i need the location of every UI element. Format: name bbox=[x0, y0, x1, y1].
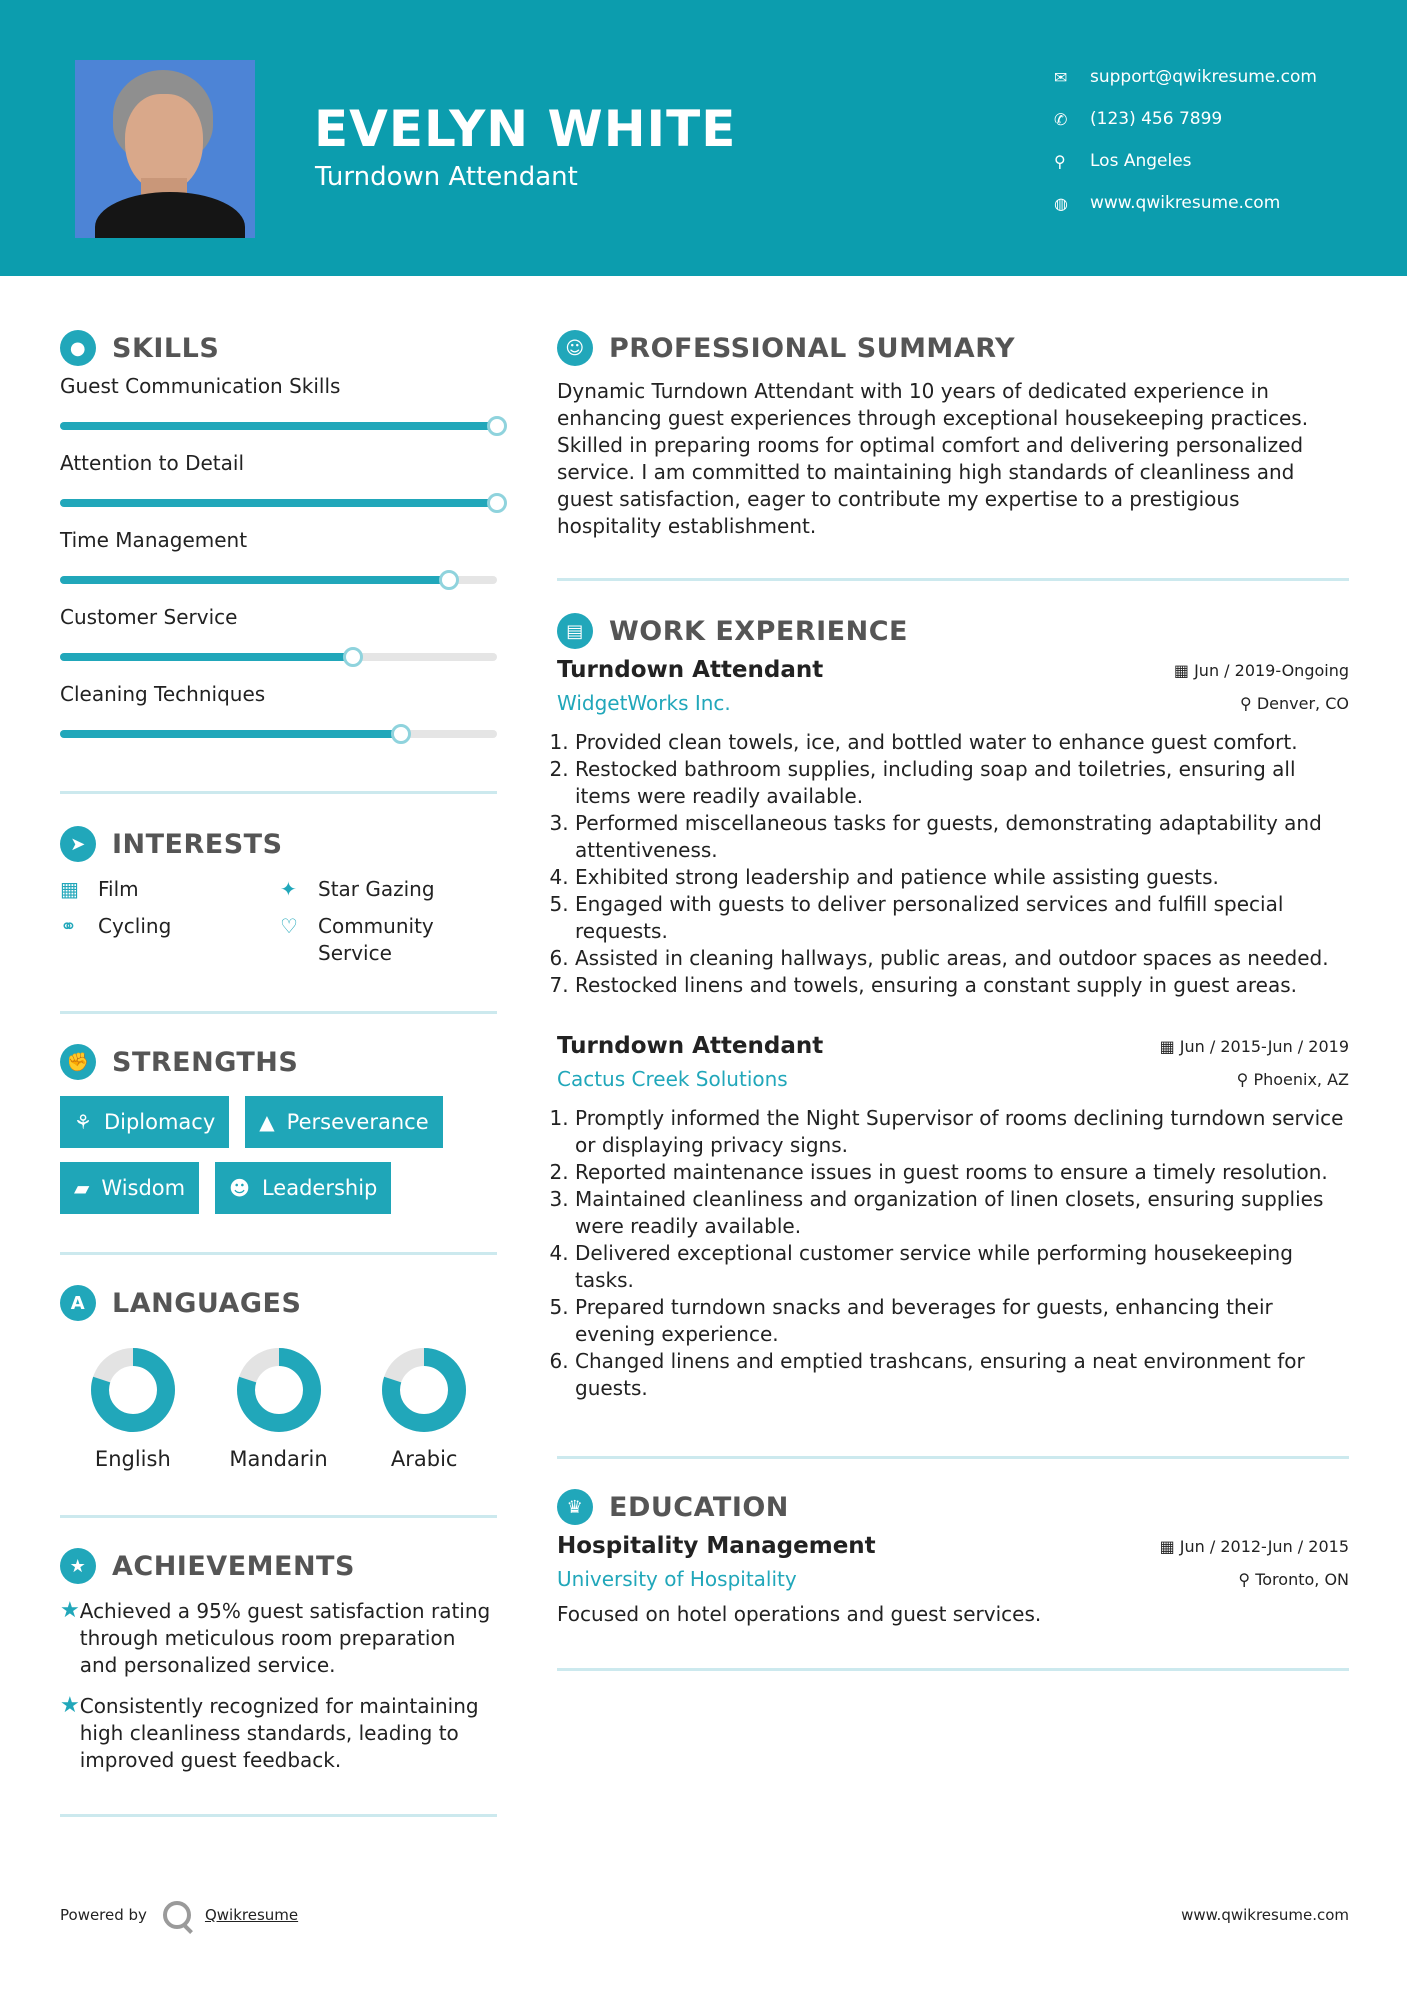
calendar-icon: ▦ bbox=[1159, 1036, 1180, 1056]
section-divider bbox=[557, 1668, 1349, 1671]
candidate-name: EVELYN WHITE bbox=[314, 100, 737, 158]
candidate-role: Turndown Attendant bbox=[315, 162, 578, 192]
strength-tag: ▰ Wisdom bbox=[60, 1162, 199, 1214]
job-entry bbox=[557, 657, 1349, 999]
list-item: 2. Restocked bathroom supplies, including soap and toiletries, ensuring all items were readily available. bbox=[575, 756, 1349, 810]
user-icon: ☺ bbox=[557, 330, 593, 366]
strength-tag: ▲ Perseverance bbox=[245, 1096, 442, 1148]
telescope-icon: ✦ bbox=[280, 877, 297, 901]
left-column bbox=[60, 276, 497, 1817]
interest-item: ✦ Star Gazing bbox=[280, 877, 435, 901]
interests-heading: ➤ INTERESTS bbox=[60, 824, 497, 864]
skill-bar bbox=[60, 653, 497, 661]
calendar-icon: ▦ bbox=[1173, 660, 1195, 680]
list-item: 5. Prepared turndown snacks and beverages for guests, enhancing their evening experience. bbox=[575, 1294, 1349, 1348]
qwikresume-logo-icon bbox=[163, 1901, 191, 1929]
strength-tag: ⚘ Diplomacy bbox=[60, 1096, 229, 1148]
job-title: Turndown Attendant bbox=[557, 1033, 824, 1059]
handshake-icon: ♡ bbox=[280, 914, 298, 938]
interest-item: ▦ Film bbox=[60, 877, 139, 901]
star-icon: ★ bbox=[60, 1693, 80, 1718]
education-description: Focused on hotel operations and guest services. bbox=[557, 1602, 1042, 1626]
list-item: 1. Provided clean towels, ice, and bottled water to enhance guest comfort. bbox=[575, 729, 1349, 756]
contact-location-text: Los Angeles bbox=[1090, 151, 1192, 171]
skill-bar-knob bbox=[487, 416, 507, 436]
list-item: 3. Performed miscellaneous tasks for guests, demonstrating adaptability and attentiveness. bbox=[575, 810, 1349, 864]
skill-bar-knob bbox=[343, 647, 363, 667]
job-duties bbox=[557, 1105, 1349, 1402]
map-pin-icon: ⚲ bbox=[1054, 151, 1066, 171]
list-item: 4. Delivered exceptional customer service while performing housekeeping tasks. bbox=[575, 1240, 1349, 1294]
experience-heading: ▤ WORK EXPERIENCE bbox=[557, 611, 1349, 651]
resume-header bbox=[0, 0, 1407, 276]
skill-bar-knob bbox=[439, 570, 459, 590]
skill-label: Guest Communication Skills bbox=[60, 374, 341, 398]
interest-item: ⚭ Cycling bbox=[60, 914, 172, 938]
envelope-icon: ✉ bbox=[1054, 67, 1068, 87]
list-item: 6. Changed linens and emptied trashcans, ensuring a neat environment for guests. bbox=[575, 1348, 1349, 1402]
education-entry bbox=[557, 1533, 1349, 1628]
skills-list bbox=[60, 370, 497, 755]
achievement-item: ★ Consistently recognized for maintaining high cleanliness standards, leading to improved guest feedback. bbox=[60, 1693, 479, 1772]
section-divider bbox=[60, 1814, 497, 1817]
strengths-list bbox=[60, 1096, 497, 1214]
pin-icon: ⚲ bbox=[1236, 1069, 1254, 1089]
job-location: ⚲ Denver, CO bbox=[1240, 693, 1349, 713]
job-entry bbox=[557, 1033, 1349, 1402]
contact-phone-text: (123) 456 7899 bbox=[1090, 109, 1223, 129]
handshake-icon: ⚘ bbox=[74, 1110, 92, 1134]
film-icon: ▦ bbox=[60, 877, 79, 901]
contact-website-text: www.qwikresume.com bbox=[1090, 193, 1281, 213]
users-icon: ☻ bbox=[229, 1176, 250, 1200]
interests-list bbox=[60, 876, 497, 967]
book-icon: ▰ bbox=[74, 1176, 90, 1200]
list-item: 2. Reported maintenance issues in guest rooms to ensure a timely resolution. bbox=[575, 1159, 1349, 1186]
page-footer bbox=[60, 1897, 1349, 1933]
skill-bar-knob bbox=[391, 724, 411, 744]
degree-title: Hospitality Management bbox=[557, 1533, 876, 1559]
graduation-icon: ♛ bbox=[557, 1489, 593, 1525]
phone-icon: ✆ bbox=[1054, 109, 1068, 129]
contact-list bbox=[1054, 56, 1317, 224]
job-location: ⚲ Phoenix, AZ bbox=[1236, 1069, 1349, 1089]
contact-location bbox=[1054, 140, 1317, 182]
language-item bbox=[60, 1345, 206, 1471]
strengths-heading: ✊ STRENGTHS bbox=[60, 1042, 497, 1082]
skill-bar bbox=[60, 730, 497, 738]
job-date: ▦ Jun / 2015-Jun / 2019 bbox=[1159, 1036, 1349, 1056]
skill-label: Cleaning Techniques bbox=[60, 682, 266, 706]
language-donut bbox=[379, 1345, 469, 1435]
lightbulb-icon: ● bbox=[60, 330, 96, 366]
powered-by: Powered by Qwikresume bbox=[60, 1901, 298, 1929]
skill-bar-fill bbox=[60, 576, 449, 584]
list-item: 4. Exhibited strong leadership and patience while assisting guests. bbox=[575, 864, 1349, 891]
star-badge-icon: ★ bbox=[60, 1548, 96, 1584]
skill-bar bbox=[60, 422, 497, 430]
skill-bar bbox=[60, 499, 497, 507]
profile-photo bbox=[75, 60, 255, 238]
language-icon: A bbox=[60, 1285, 96, 1321]
briefcase-icon: ▤ bbox=[557, 613, 593, 649]
list-item: 1. Promptly informed the Night Supervisor of rooms declining turndown service or displaying privacy signs. bbox=[575, 1105, 1349, 1159]
list-item: 3. Maintained cleanliness and organization of linen closets, ensuring supplies were readily available. bbox=[575, 1186, 1349, 1240]
right-column bbox=[557, 276, 1349, 1671]
skill-item bbox=[60, 370, 497, 447]
contact-phone[interactable] bbox=[1054, 98, 1317, 140]
skill-bar-fill bbox=[60, 499, 497, 507]
bicycle-icon: ⚭ bbox=[60, 914, 77, 938]
calendar-icon: ▦ bbox=[1159, 1536, 1180, 1556]
brand-link[interactable]: Qwikresume bbox=[204, 1906, 299, 1924]
list-item: 7. Restocked linens and towels, ensuring a constant supply in guest areas. bbox=[575, 972, 1349, 999]
skill-item bbox=[60, 447, 497, 524]
school-name: University of Hospitality bbox=[557, 1567, 797, 1591]
language-name: Mandarin bbox=[229, 1447, 328, 1471]
summary-heading: ☺ PROFESSIONAL SUMMARY bbox=[557, 328, 1349, 368]
strength-tag: ☻ Leadership bbox=[215, 1162, 391, 1214]
language-item bbox=[206, 1345, 352, 1471]
footer-website[interactable]: www.qwikresume.com bbox=[1181, 1906, 1349, 1924]
language-name: English bbox=[94, 1447, 171, 1471]
skill-bar-knob bbox=[487, 493, 507, 513]
achievement-item: ★ Achieved a 95% guest satisfaction rating through meticulous room preparation and personalized service. bbox=[60, 1598, 491, 1677]
summary-text: Dynamic Turndown Attendant with 10 years of dedicated experience in enhancing guest experiences through exceptional housekeeping practices. Skilled in preparing rooms for optimal comfort and delivering personalized service. I am committed to maintaining high standards of cleanliness and guest satisfaction, eager to contribute my expertise to a prestigious hospitality establishment. bbox=[557, 379, 1309, 538]
skill-label: Attention to Detail bbox=[60, 451, 245, 475]
job-company: WidgetWorks Inc. bbox=[557, 691, 731, 715]
list-item: 5. Engaged with guests to deliver personalized services and fulfill special requests. bbox=[575, 891, 1349, 945]
achievements-heading: ★ ACHIEVEMENTS bbox=[60, 1546, 497, 1586]
language-donut bbox=[234, 1345, 324, 1435]
contact-email-text: support@qwikresume.com bbox=[1090, 67, 1317, 87]
skill-bar-fill bbox=[60, 422, 497, 430]
mountain-icon: ▲ bbox=[259, 1110, 275, 1134]
language-donut bbox=[88, 1345, 178, 1435]
skill-bar bbox=[60, 576, 497, 584]
skills-heading: ● SKILLS bbox=[60, 328, 497, 368]
star-icon: ★ bbox=[60, 1598, 80, 1623]
achievements-list bbox=[60, 1598, 497, 1774]
list-item: 6. Assisted in cleaning hallways, public areas, and outdoor spaces as needed. bbox=[575, 945, 1349, 972]
interest-item: ♡ Community Service bbox=[280, 914, 434, 965]
education-heading: ♛ EDUCATION bbox=[557, 1487, 1349, 1527]
globe-icon: ◍ bbox=[1054, 193, 1068, 213]
skill-bar-fill bbox=[60, 653, 353, 661]
education-date: ▦ Jun / 2012-Jun / 2015 bbox=[1159, 1536, 1349, 1556]
skill-item bbox=[60, 601, 497, 678]
skill-item bbox=[60, 678, 497, 755]
skill-bar-fill bbox=[60, 730, 401, 738]
job-title: Turndown Attendant bbox=[557, 657, 824, 683]
skill-item bbox=[60, 524, 497, 601]
fist-icon: ✊ bbox=[60, 1044, 96, 1080]
job-duties bbox=[557, 729, 1349, 999]
pin-icon: ⚲ bbox=[1238, 1569, 1256, 1589]
language-item bbox=[351, 1345, 497, 1471]
language-name: Arabic bbox=[390, 1447, 458, 1471]
languages-heading: A LANGUAGES bbox=[60, 1283, 497, 1323]
languages-list bbox=[60, 1345, 497, 1471]
skill-label: Time Management bbox=[60, 528, 248, 552]
contact-website[interactable] bbox=[1054, 182, 1317, 224]
education-location: ⚲ Toronto, ON bbox=[1238, 1569, 1349, 1589]
contact-email[interactable] bbox=[1054, 56, 1317, 98]
job-company: Cactus Creek Solutions bbox=[557, 1067, 788, 1091]
paper-plane-icon: ➤ bbox=[60, 826, 96, 862]
skill-label: Customer Service bbox=[60, 605, 238, 629]
pin-icon: ⚲ bbox=[1240, 693, 1257, 713]
job-date: ▦ Jun / 2019-Ongoing bbox=[1173, 660, 1349, 680]
